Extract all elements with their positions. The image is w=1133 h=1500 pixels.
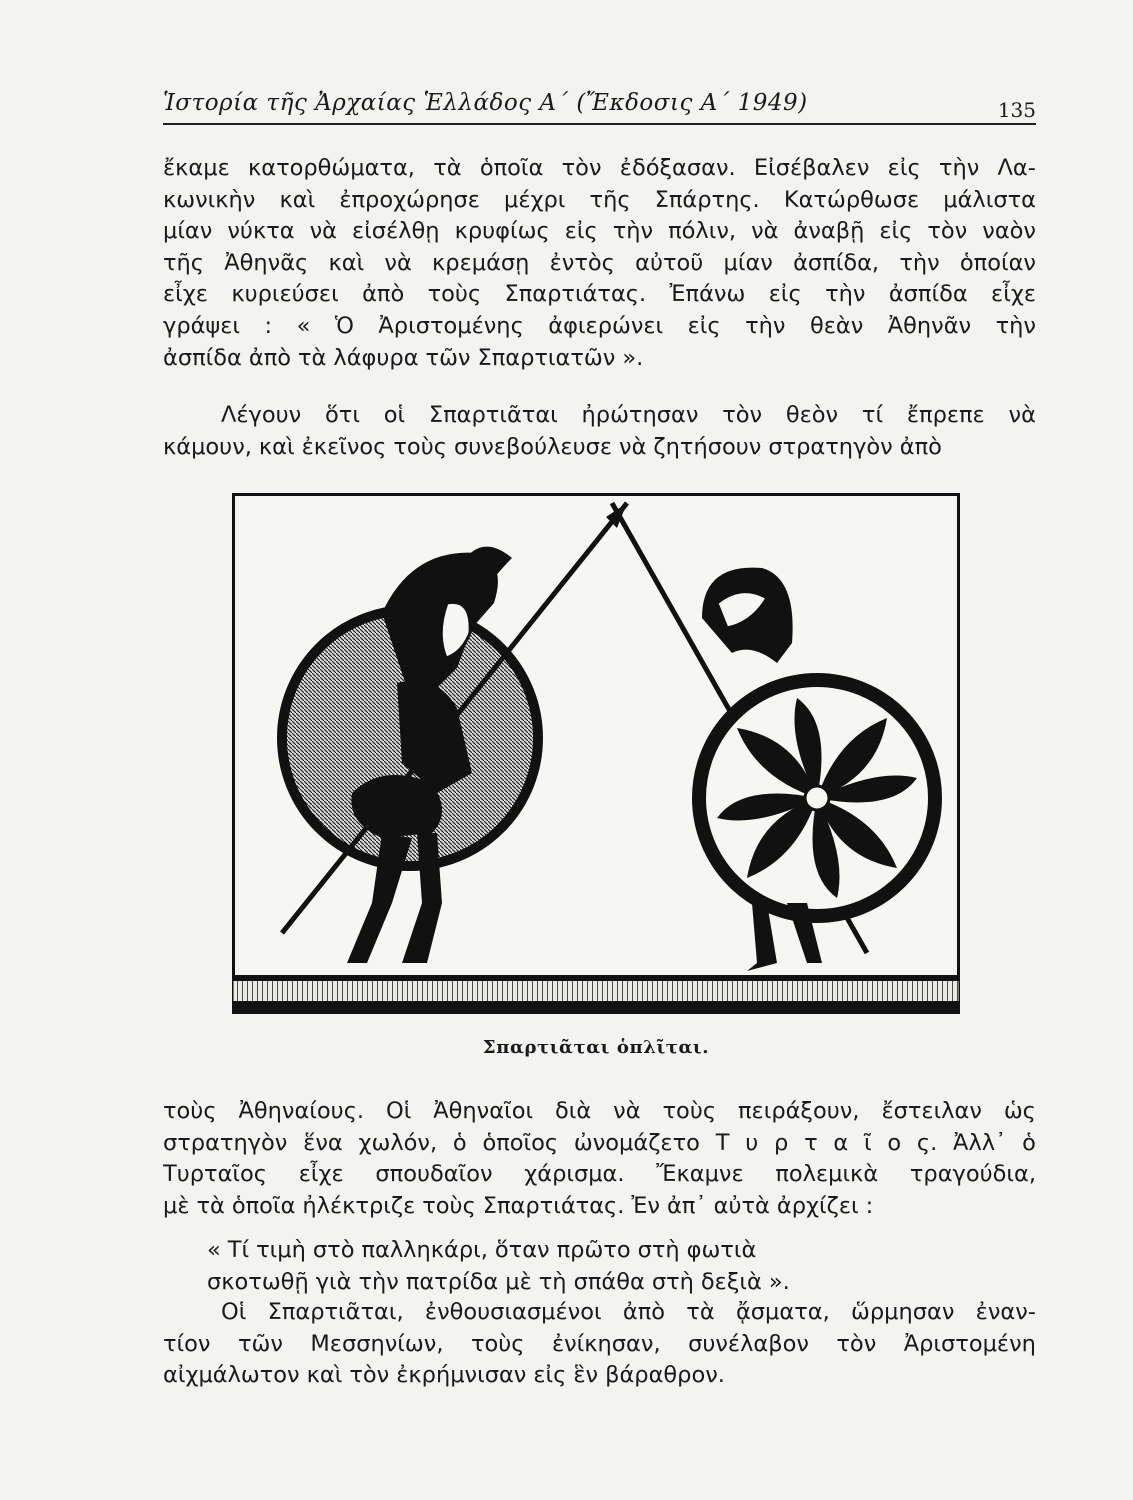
text-line: γράψει : « Ὁ Ἀριστομένης ἀφιερώνει εἰς τὴν θεὰν Ἀθηνᾶν τὴν (163, 312, 1036, 339)
paragraph-aristomenes (163, 153, 1036, 374)
text-line: « Τί τιμὴ στὸ παλληκάρι, ὅταν πρῶτο στὴ φωτιὰ (207, 1237, 757, 1263)
text-line: στρατηγὸν ἕνα χωλόν, ὁ ὁποῖος ὠνομάζετο Τ υ ρ τ α ῖ ο ς. Ἀλλ᾽ ὁ (163, 1129, 1036, 1156)
page-number: 135 (997, 98, 1036, 122)
text-line: ἀσπίδα ἀπὸ τὰ λάφυρα τῶν Σπαρτιατῶν ». (163, 344, 644, 371)
text-line: σκοτωθῇ γιὰ τὴν πατρίδα μὲ τὴ σπάθα στὴ δεξιὰ ». (207, 1268, 790, 1295)
text-line: κάμουν, καὶ ἐκεῖνος τοὺς συνεβούλευσε νὰ ζητήσουν στρατηγὸν ἀπὸ (163, 433, 942, 460)
text-line: κωνικὴν καὶ ἐπροχώρησε μέχρι τῆς Σπάρτης. Κατώρθωσε μάλιστα (163, 186, 1036, 213)
text-line: τοὺς Ἀθηναίους. Οἱ Ἀθηναῖοι διὰ νὰ τοὺς πειράξουν, ἔστειλαν ὡς (163, 1098, 1036, 1124)
hoplites-illustration (232, 493, 960, 1014)
text-line: Τυρταῖος εἶχε σπουδαῖον χάρισμα. Ἔκαμνε πολεμικὰ τραγούδια, (163, 1161, 1036, 1188)
paragraph-oracle (163, 400, 1036, 463)
text-line: Λέγουν ὅτι οἱ Σπαρτιᾶται ἠρώτησαν τὸν θεὸν τί ἔπρεπε νὰ (221, 402, 1036, 428)
verse-quote (163, 1235, 1036, 1298)
text-line: Οἱ Σπαρτιᾶται, ἐνθουσιασμένοι ἀπὸ τὰ ᾄσματα, ὥρμησαν ἐναν- (221, 1299, 1036, 1325)
ground-texture (234, 981, 959, 1001)
text-line: μὲ τὰ ὁποῖα ἠλέκτριζε τοὺς Σπαρτιάτας. Ἐν ἀπ᾽ αὐτὰ ἀρχίζει : (163, 1192, 874, 1219)
running-header (163, 88, 1036, 128)
header-rule (163, 123, 1036, 125)
paragraph-final (163, 1297, 1036, 1392)
text-line: ἔκαμε κατορθώματα, τὰ ὁποῖα τὸν ἐδόξασαν. Εἰσέβαλεν εἰς τὴν Λα- (163, 155, 1036, 181)
paragraph-tyrtaios (163, 1096, 1036, 1222)
text-line: μίαν νύκτα νὰ εἰσέλθῃ κρυφίως εἰς τὴν πόλιν, νὰ ἀναβῇ εἰς τὸν ναὸν (163, 218, 1036, 245)
text-line: τῆς Ἀθηνᾶς καὶ νὰ κρεμάσῃ ἐντὸς αὐτοῦ μίαν ἀσπίδα, τὴν ὁποίαν (163, 249, 1036, 276)
text-line: αἰχμάλωτον καὶ τὸν ἐκρήμνισαν εἰς ἓν βάραθρον. (163, 1362, 725, 1389)
text-line: εἶχε κυριεύσει ἀπὸ τοὺς Σπαρτιάτας. Ἐπάνω εἰς τὴν ἀσπίδα εἶχε (163, 281, 1036, 308)
hoplites-woodcut (232, 493, 960, 1014)
figure-caption: Σπαρτιᾶται ὁπλῖται. (482, 1037, 710, 1058)
book-title: Ἱστορία τῆς Ἀρχαίας Ἑλλάδος Α΄ (Ἔκδοσις Α΄ 1949) (163, 90, 808, 116)
text-line: τίον τῶν Μεσσηνίων, τοὺς ἐνίκησαν, συνέλαβον τὸν Ἀριστομένη (163, 1330, 1036, 1357)
